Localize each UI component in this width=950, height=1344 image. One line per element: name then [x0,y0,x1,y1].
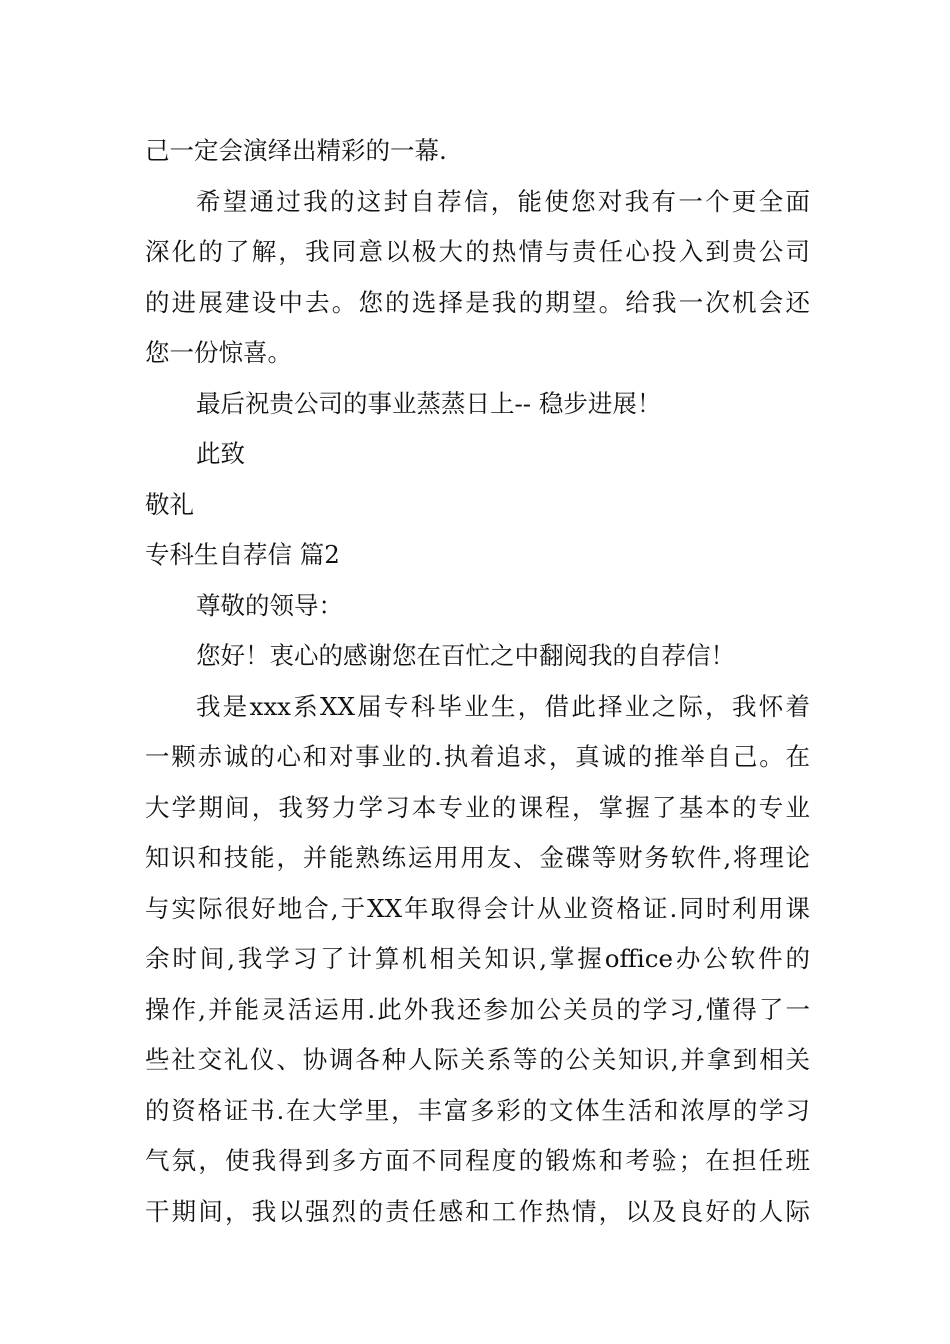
text-line: 知识和技能，并能熟练运用用友、金碟等财务软件,将理论 [145,843,810,872]
text-line: 余时间,我学习了计算机相关知识,掌握office办公软件的 [145,944,810,973]
text-line: 您好！衷心的感谢您在百忙之中翻阅我的自荐信！ [196,641,735,670]
text-line: 的资格证书.在大学里，丰富多彩的文体生活和浓厚的学习 [145,1095,810,1125]
text-line: 我是xxx系XX届专科毕业生，借此择业之际，我怀着 [196,691,810,721]
text-line: 干期间，我以强烈的责任感和工作热情，以及良好的人际 [145,1196,810,1226]
text-line: 尊敬的领导： [196,590,343,620]
text-line: 深化的了解，我同意以极大的热情与责任心投入到贵公司 [145,237,810,266]
text-line: 些社交礼仪、协调各种人际关系等的公关知识,并拿到相关 [145,1045,810,1074]
text-line: 最后祝贵公司的事业蒸蒸日上-- 稳步进展！ [196,388,662,418]
text-line: 敬礼 [145,489,194,519]
document-body [145,126,810,1237]
text-line: 操作,并能灵活运用.此外我还参加公关员的学习,懂得了一 [145,994,810,1024]
text-line: 此致 [196,439,245,468]
text-line: 希望通过我的这封自荐信，能使您对我有一个更全面 [196,186,810,216]
text-line: 与实际很好地合,于XX年取得会计从业资格证.同时利用课 [145,893,810,923]
text-line: 专科生自荐信 篇2 [145,540,340,569]
text-line: 的进展建设中去。您的选择是我的期望。给我一次机会还 [145,287,810,317]
text-line: 一颗赤诚的心和对事业的.执着追求，真诚的推举自己。在 [145,742,810,771]
text-line: 大学期间，我努力学习本专业的课程，掌握了基本的专业 [145,792,810,822]
text-line: 您一份惊喜。 [145,338,292,367]
text-line: 气氛，使我得到多方面不同程度的锻炼和考验；在担任班 [145,1146,810,1175]
text-line: 己一定会演绎出精彩的一幕. [145,136,447,165]
